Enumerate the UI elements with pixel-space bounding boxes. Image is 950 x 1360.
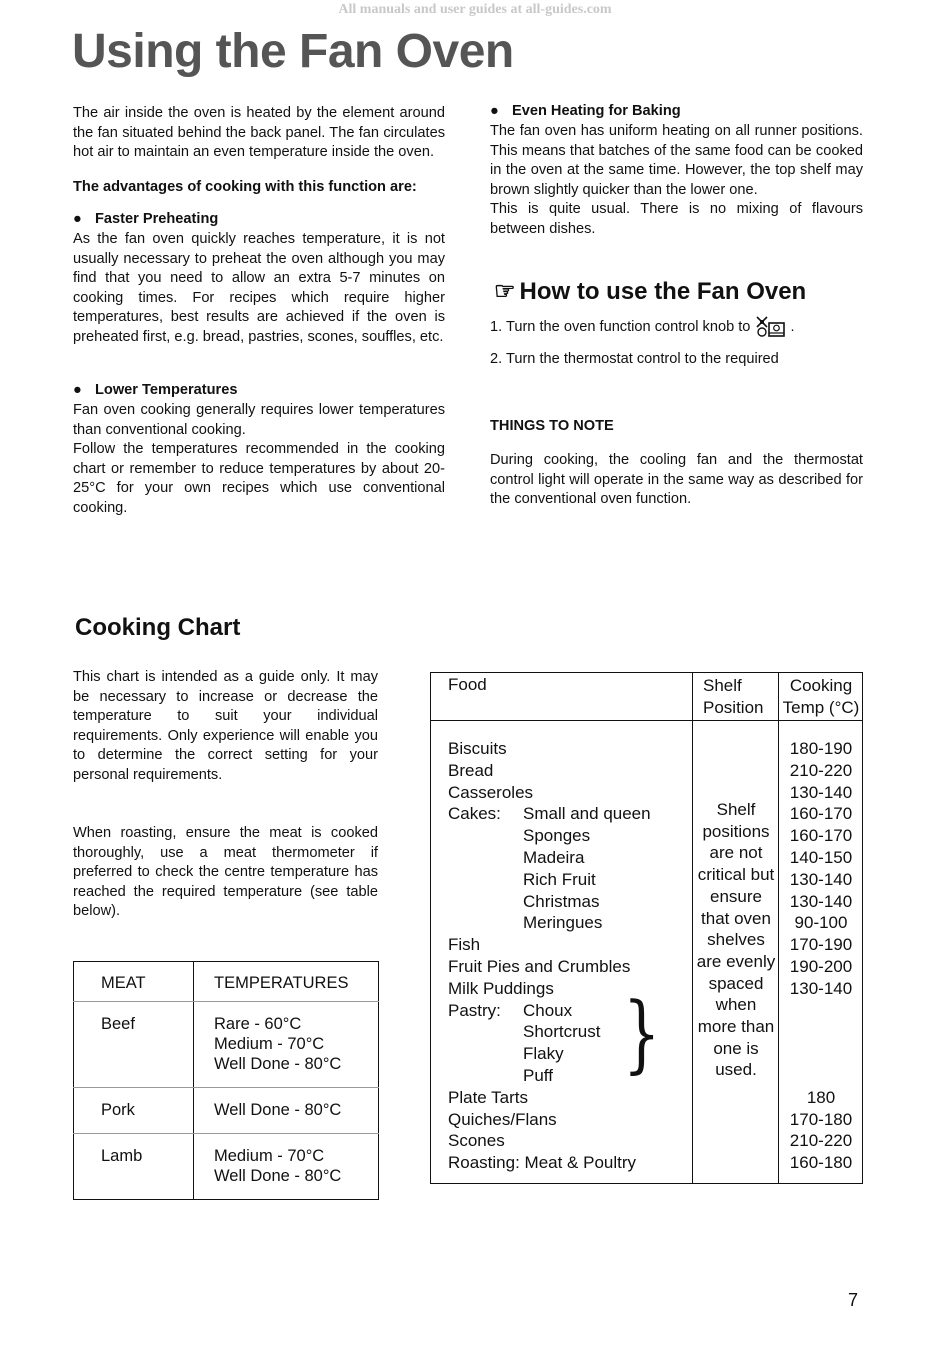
food-item — [448, 1021, 651, 1043]
faster-preheating-heading — [73, 210, 445, 230]
temp-value: 130-140 — [789, 978, 853, 998]
watermark: All manuals and user guides at all-guides.com — [338, 2, 612, 17]
step-1-text: 1. Turn the oven function control knob to — [490, 319, 751, 335]
shelf-note-line: Shelf — [716, 800, 756, 819]
intro-paragraph: The air inside the oven is heated by the element around the fan situated behind the back panel. The fan circulates hot air to maintain an even temperature inside the oven. — [73, 105, 445, 161]
food-item — [448, 825, 651, 847]
meat-temperature-table — [73, 961, 379, 1200]
how-to-title: How to use the Fan Oven — [519, 278, 807, 305]
food-item — [448, 1043, 651, 1065]
temp-value: 140-150 — [789, 847, 853, 867]
food-item: Scones — [448, 1131, 505, 1151]
meat-name: Lamb — [74, 1134, 194, 1200]
temp-value: 130-140 — [789, 891, 853, 911]
food-subitem: Rich Fruit — [523, 869, 596, 889]
food-category: Cakes: — [448, 804, 501, 824]
food-subitem: Meringues — [523, 913, 603, 933]
food-item: Biscuits — [448, 739, 507, 758]
things-to-note-text: During cooking, the cooling fan and the thermostat control light will operate in the same way as described for the conventional oven function. — [490, 452, 863, 508]
temp-value: 130-140 — [789, 782, 853, 802]
food-subitem: Puff — [523, 1065, 553, 1085]
food-item: Fish — [448, 935, 481, 955]
food-item: Plate Tarts — [448, 1087, 529, 1107]
how-to-step-1: 1. Turn the oven function control knob to . — [490, 314, 863, 338]
bullet-icon: ● — [73, 382, 82, 398]
temp-line: Rare - 60°C — [214, 1015, 302, 1033]
shelf-note-line: one is — [713, 1038, 759, 1058]
temp-value: 210-220 — [789, 760, 853, 780]
temp-value: 180 — [806, 1087, 836, 1107]
shelf-note-line: are not — [709, 843, 763, 863]
faster-preheating-title: Faster Preheating — [95, 211, 219, 227]
table-header-row — [431, 673, 862, 721]
temp-value: 180-190 — [789, 739, 853, 758]
food-item — [448, 1000, 651, 1022]
temp-line: Medium - 70°C — [214, 1147, 325, 1165]
food-item — [448, 1065, 651, 1087]
shelf-note-line: shelves — [707, 930, 765, 950]
food-subitem: Sponges — [523, 826, 591, 846]
temp-value: 160-170 — [789, 804, 853, 824]
lower-temperatures-text-2: Follow the temperatures recommended in the cooking chart or remember to reduce temperatures by about 20-25°C for your own recipes which use conventional cooking. — [73, 441, 445, 516]
shelf-header-line: Position — [703, 698, 764, 717]
table-row — [74, 1088, 379, 1134]
temp-line: Well Done - 80°C — [214, 1055, 342, 1073]
table-row — [74, 1134, 379, 1200]
shelf-note-line: critical but — [697, 865, 775, 885]
fan-oven-symbol-icon — [754, 314, 790, 338]
shelf-note-line: spaced — [708, 973, 764, 993]
cooking-chart-table — [430, 672, 863, 1184]
advantages-heading: The advantages of cooking with this function are: — [73, 179, 417, 195]
table-row — [74, 1002, 379, 1088]
lower-temperatures-title: Lower Temperatures — [95, 382, 238, 398]
food-item — [448, 912, 651, 934]
shelf-header-line: Shelf — [703, 676, 742, 695]
roasting-text: When roasting, ensure the meat is cooked thoroughly, use a meat thermometer if preferred to check the centre temperature has reached the required temperature (see table below). — [73, 825, 378, 920]
shelf-note-line: when — [715, 995, 757, 1015]
food-item: Bread — [448, 760, 494, 780]
shelf-position-note — [693, 799, 779, 1081]
things-to-note-heading: THINGS TO NOTE — [490, 418, 614, 434]
temperature-list — [779, 738, 863, 1174]
food-subitem: Christmas — [523, 891, 600, 911]
pointing-hand-icon: ☞ — [494, 278, 516, 305]
food-item: Milk Puddings — [448, 978, 554, 998]
shelf-note-line: are evenly — [696, 951, 776, 971]
meat-header: MEAT — [74, 962, 194, 1002]
temp-value — [779, 1043, 863, 1065]
food-item: Quiches/Flans — [448, 1109, 557, 1129]
chart-guide-text: This chart is intended as a guide only. It may be necessary to increase or decrease the temperature to suit your individual requirements. Only experience will enable you to determine the correct setting for your personal requirements. — [73, 669, 378, 783]
temp-value: 190-200 — [789, 956, 853, 976]
temperatures-header: TEMPERATURES — [194, 962, 379, 1002]
temp-value — [779, 1000, 863, 1022]
even-heating-text-1: The fan oven has uniform heating on all runner positions. This means that batches of the same food can be cooked in the oven at the same time. However, the top shelf may brown slightly quicker than the lower one. — [490, 123, 863, 198]
temp-header-line: Cooking — [789, 676, 853, 695]
food-subitem: Choux — [523, 1000, 573, 1020]
food-header: Food — [448, 675, 487, 694]
even-heating-title: Even Heating for Baking — [512, 103, 681, 119]
food-subitem: Flaky — [523, 1044, 564, 1064]
shelf-note-line: used. — [715, 1060, 757, 1080]
shelf-note-line: positions — [702, 821, 770, 841]
faster-preheating-text: As the fan oven quickly reaches temperature, it is not usually necessary to preheat the oven although you may find that you need to allow an extra 5-7 minutes on cooking times. For recipes which require higher temperatures, best results are achieved if the oven is preheated first, e.g. bread, pastries, scones, souffles, etc. — [73, 231, 445, 345]
food-subitem: Madeira — [523, 847, 585, 867]
temp-value — [779, 1021, 863, 1043]
meat-name: Pork — [74, 1088, 194, 1134]
temp-line: Well Done - 80°C — [214, 1101, 342, 1119]
temp-value — [779, 1065, 863, 1087]
bullet-icon: ● — [73, 211, 82, 227]
temp-header-line: Temp (°C) — [782, 698, 860, 717]
how-to-heading — [494, 277, 806, 306]
temp-value: 170-180 — [789, 1109, 853, 1129]
shelf-note-line: that oven — [701, 908, 771, 928]
temp-value: 90-100 — [794, 913, 848, 933]
meat-temps — [194, 1088, 379, 1134]
cooking-chart-heading: Cooking Chart — [75, 614, 241, 641]
temp-line: Well Done - 80°C — [214, 1167, 342, 1185]
food-category: Pastry: — [448, 1000, 501, 1020]
meat-name: Beef — [74, 1002, 194, 1088]
temp-value: 160-170 — [789, 826, 853, 846]
bullet-icon: ● — [490, 103, 499, 119]
pastry-brace: } — [623, 984, 661, 1082]
food-list — [448, 738, 651, 1174]
even-heating-heading — [490, 102, 863, 122]
temp-value: 210-220 — [789, 1131, 853, 1151]
temp-value: 160-180 — [789, 1153, 853, 1173]
page-number: 7 — [848, 1290, 859, 1310]
food-item — [448, 847, 651, 869]
food-subitem: Shortcrust — [523, 1022, 601, 1042]
page-title: Using the Fan Oven — [72, 25, 514, 78]
lower-temperatures-text-1: Fan oven cooking generally requires lower temperatures than conventional cooking. — [73, 402, 445, 438]
shelf-note-line: ensure — [710, 886, 762, 906]
temp-line: Medium - 70°C — [214, 1035, 325, 1053]
food-item: Casseroles — [448, 782, 534, 802]
cooking-temp-header — [779, 675, 863, 719]
shelf-position-header — [703, 675, 763, 719]
food-item: Roasting: Meat & Poultry — [448, 1153, 637, 1173]
temp-value: 170-190 — [789, 935, 853, 955]
food-item: Fruit Pies and Crumbles — [448, 956, 631, 976]
food-item — [448, 891, 651, 913]
food-item — [448, 803, 651, 825]
how-to-step-2: 2. Turn the thermostat control to the required — [490, 351, 779, 367]
food-subitem: Small and queen — [523, 804, 651, 824]
table-header-row — [74, 962, 379, 1002]
shelf-note-line: more than — [697, 1017, 775, 1037]
even-heating-text-2: This is quite usual. There is no mixing of flavours between dishes. — [490, 201, 863, 237]
meat-temps — [194, 1134, 379, 1200]
temp-value: 130-140 — [789, 869, 853, 889]
food-item — [448, 869, 651, 891]
lower-temperatures-heading — [73, 381, 445, 401]
meat-temps — [194, 1002, 379, 1088]
